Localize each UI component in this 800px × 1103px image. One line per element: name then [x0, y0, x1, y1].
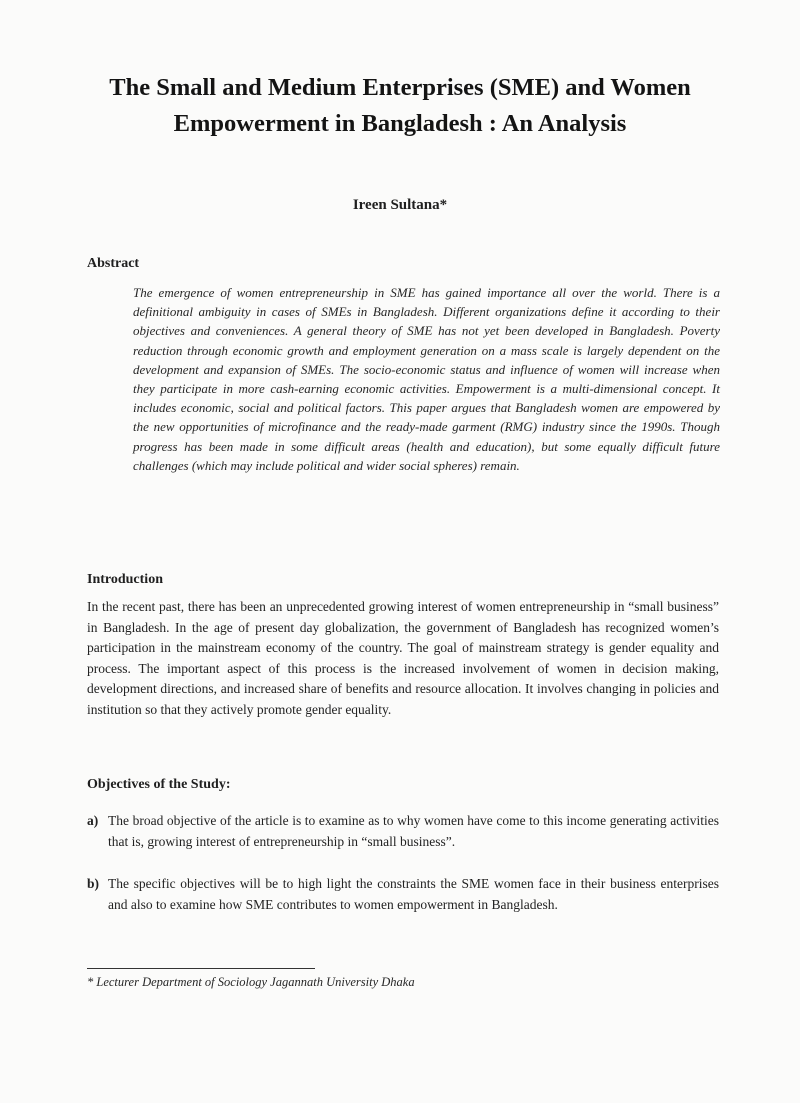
introduction-text: In the recent past, there has been an unprecedented growing interest of women entrepreneurship in “small business” in Bangladesh. In the age of present day globalization, the government of Bangladesh has recognized women’s participation in the mainstream economy of the country. The goal of mainstream strategy is gender equality and process. The important aspect of this process is the increased involvement of women in decision making, development directions, and increased share of benefits and resource allocation. It involves changing in policies and institution so that they actively promote gender equality.	[87, 599, 719, 717]
introduction-heading: Introduction	[87, 572, 163, 587]
objective-text: The broad objective of the article is to examine as to why women have come to this income generating activities that is, growing interest of entrepreneurship in “small business”.	[108, 813, 719, 849]
objective-marker: b)	[87, 876, 100, 891]
objective-text: The specific objectives will be to high light the constraints the SME women face in their business enterprises and also to examine how SME contributes to women empowerment in Bangladesh.	[108, 876, 719, 912]
author-name: Ireen Sultana*	[352, 197, 448, 213]
objective-item-b	[87, 874, 719, 915]
abstract-text: The emergence of women entrepreneurship in SME has gained importance all over the world. There is a definitional ambiguity in cases of SMEs in Bangladesh. Different organizations define it according to their objectives and conveniences. A general theory of SME has not yet been developed in Bangladesh. Poverty reduction through economic growth and employment generation on a mass scale is largely dependent on the development and expansion of SMEs. The socio-economic status and influence of women will increase when they participate in more cash-earning economic activities. Empowerment is a multi-dimensional concept. It includes economic, social and political factors. This paper argues that Bangladesh women are empowered by the new opportunities of microfinance and the ready-made garment (RMG) industry since the 1990s. Though progress has been made in some difficult areas (health and education), but some equally difficult future challenges (which may include political and wider social spheres) remain.	[133, 285, 720, 473]
objective-item-a	[87, 811, 719, 852]
footnote-divider	[87, 968, 315, 969]
paper-title: The Small and Medium Enterprises (SME) and Women Empowerment in Bangladesh : An Analysis	[109, 74, 691, 137]
abstract-heading: Abstract	[87, 256, 140, 271]
objective-marker: a)	[87, 813, 99, 828]
objectives-heading: Objectives of the Study:	[87, 777, 231, 792]
footnote: * Lecturer Department of Sociology Jagannath University Dhaka	[87, 975, 415, 989]
